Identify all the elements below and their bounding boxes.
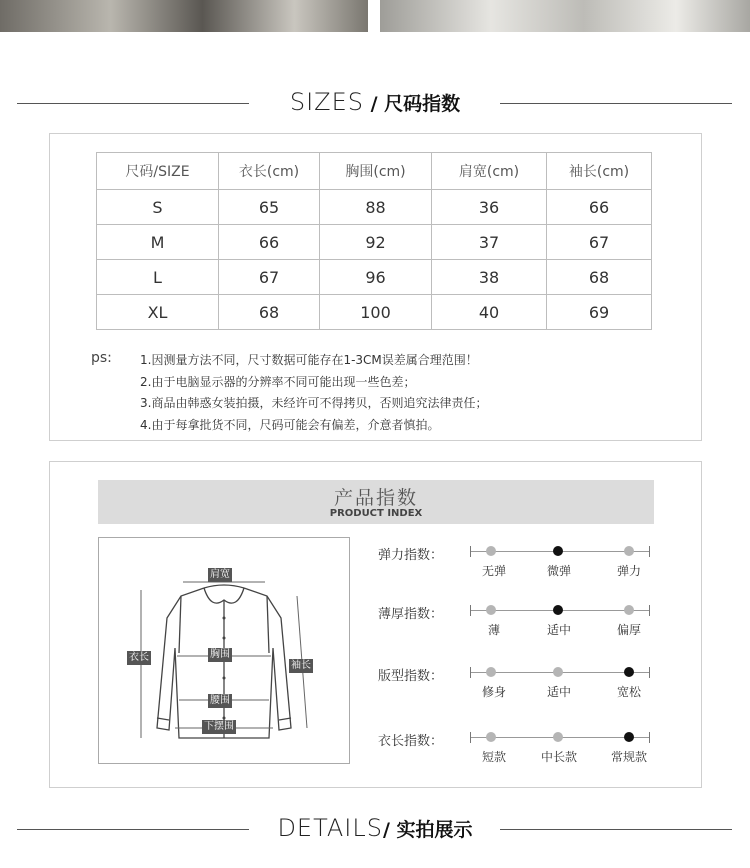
note-item: 4.由于每拿批货不同，尺码可能会有偏差，介意者慎拍。 xyxy=(140,417,440,432)
rating-track xyxy=(470,610,650,611)
track-end-tick xyxy=(649,667,650,678)
rating-option: 无弹 xyxy=(481,564,506,578)
sizes-title xyxy=(0,88,750,116)
shirt-measure-diagram xyxy=(98,537,350,764)
notes-label: ps: xyxy=(91,350,112,366)
rating-option: 短款 xyxy=(481,750,506,764)
size-table-header-row xyxy=(97,153,652,190)
rating-dot xyxy=(486,667,496,677)
table-row xyxy=(97,260,652,295)
shoulder-cell: 36 xyxy=(432,190,547,225)
rating-track xyxy=(470,672,650,673)
rating-label: 弹力指数： xyxy=(378,548,444,563)
chest-cell: 100 xyxy=(320,295,432,330)
track-end-tick xyxy=(649,732,650,743)
size-cell: XL xyxy=(97,295,219,330)
size-cell: S xyxy=(97,190,219,225)
rating-option: 适中 xyxy=(546,685,571,699)
size-table-header: 尺码/SIZE xyxy=(97,153,219,190)
track-end-tick xyxy=(470,605,471,616)
details-title-cn: 实拍展示 xyxy=(396,819,473,841)
length-cell: 68 xyxy=(219,295,320,330)
note-item: 1.因测量方法不同，尺寸数据可能存在1-3CM误差属合理范围！ xyxy=(140,353,478,367)
size-table-header: 袖长(cm) xyxy=(547,153,652,190)
rating-track xyxy=(470,551,650,552)
track-end-tick xyxy=(470,732,471,743)
rating-dot xyxy=(553,732,563,742)
table-row xyxy=(97,190,652,225)
rating-option: 偏厚 xyxy=(616,623,641,637)
sleeve-cell: 68 xyxy=(547,260,652,295)
details-title-en: DETAILS xyxy=(277,814,383,842)
rating-dot xyxy=(486,546,496,556)
size-table-header: 胸围(cm) xyxy=(320,153,432,190)
rating-option: 常规款 xyxy=(610,750,647,764)
rating-option: 适中 xyxy=(546,623,571,637)
rating-option: 宽松 xyxy=(616,685,641,699)
sizes-section-header xyxy=(0,84,750,124)
track-end-tick xyxy=(649,546,650,557)
rating-dot-selected xyxy=(624,732,634,742)
hem-tag: 下摆围 xyxy=(204,721,234,732)
rating-option: 弹力 xyxy=(616,564,641,578)
sizes-title-cn: 尺码指数 xyxy=(384,93,461,115)
elasticity-rating xyxy=(378,548,658,591)
product-index-banner xyxy=(98,480,654,524)
shoulder-cell: 40 xyxy=(432,295,547,330)
sleeve-cell: 66 xyxy=(547,190,652,225)
rating-dot xyxy=(486,605,496,615)
rating-dot-selected xyxy=(624,667,634,677)
sleeve-cell: 69 xyxy=(547,295,652,330)
note-item: 2.由于电脑显示器的分辨率不同可能出现一些色差； xyxy=(140,374,416,389)
thickness-rating xyxy=(378,607,658,650)
length-cell: 66 xyxy=(219,225,320,260)
rating-label: 薄厚指数： xyxy=(378,607,444,622)
rating-dot xyxy=(624,605,634,615)
product-photo-left xyxy=(0,0,368,32)
sleeve-cell: 67 xyxy=(547,225,652,260)
chest-cell: 88 xyxy=(320,190,432,225)
rating-option: 薄 xyxy=(487,623,500,637)
shoulder-width-tag: 肩宽 xyxy=(210,569,230,580)
sleeve-length-tag: 袖长 xyxy=(291,660,311,671)
size-cell: L xyxy=(97,260,219,295)
track-end-tick xyxy=(470,546,471,557)
rating-dot xyxy=(553,667,563,677)
size-table-header: 衣长(cm) xyxy=(219,153,320,190)
rating-dot xyxy=(624,546,634,556)
rating-label: 衣长指数： xyxy=(378,734,444,749)
product-index-title-en: PRODUCT INDEX xyxy=(329,508,423,519)
size-table xyxy=(96,152,652,330)
rating-dot-selected xyxy=(553,605,563,615)
rating-label: 版型指数： xyxy=(378,669,444,684)
rating-dot-selected xyxy=(553,546,563,556)
track-end-tick xyxy=(470,667,471,678)
shoulder-cell: 37 xyxy=(432,225,547,260)
chest-cell: 96 xyxy=(320,260,432,295)
product-photo-right xyxy=(380,0,750,32)
size-table-header: 肩宽(cm) xyxy=(432,153,547,190)
table-row xyxy=(97,295,652,330)
details-title-separator: / xyxy=(382,819,397,841)
note-item: 3.商品由韩惑女装拍摄，未经许可不得拷贝，否则追究法律责任； xyxy=(140,396,488,410)
rating-option: 中长款 xyxy=(540,750,577,764)
rating-option: 修身 xyxy=(481,685,506,699)
table-row xyxy=(97,225,652,260)
fit-rating xyxy=(378,669,658,712)
rating-option: 微弹 xyxy=(546,564,571,578)
body-length-tag: 衣长 xyxy=(129,652,149,663)
size-cell: M xyxy=(97,225,219,260)
waist-tag: 腰围 xyxy=(210,695,230,706)
length-cell: 67 xyxy=(219,260,320,295)
length-rating xyxy=(378,734,658,777)
rating-track xyxy=(470,737,650,738)
shoulder-cell: 38 xyxy=(432,260,547,295)
chest-cell: 92 xyxy=(320,225,432,260)
sizes-title-separator: / xyxy=(363,93,385,115)
notes-list xyxy=(140,350,487,436)
details-title xyxy=(0,814,750,842)
length-cell: 65 xyxy=(219,190,320,225)
chest-tag: 胸围 xyxy=(210,649,230,660)
product-index-title-cn: 产品指数 xyxy=(333,487,418,509)
rating-dot xyxy=(486,732,496,742)
sizes-title-en: SIZES xyxy=(289,88,364,116)
details-section-header xyxy=(0,810,750,850)
track-end-tick xyxy=(649,605,650,616)
